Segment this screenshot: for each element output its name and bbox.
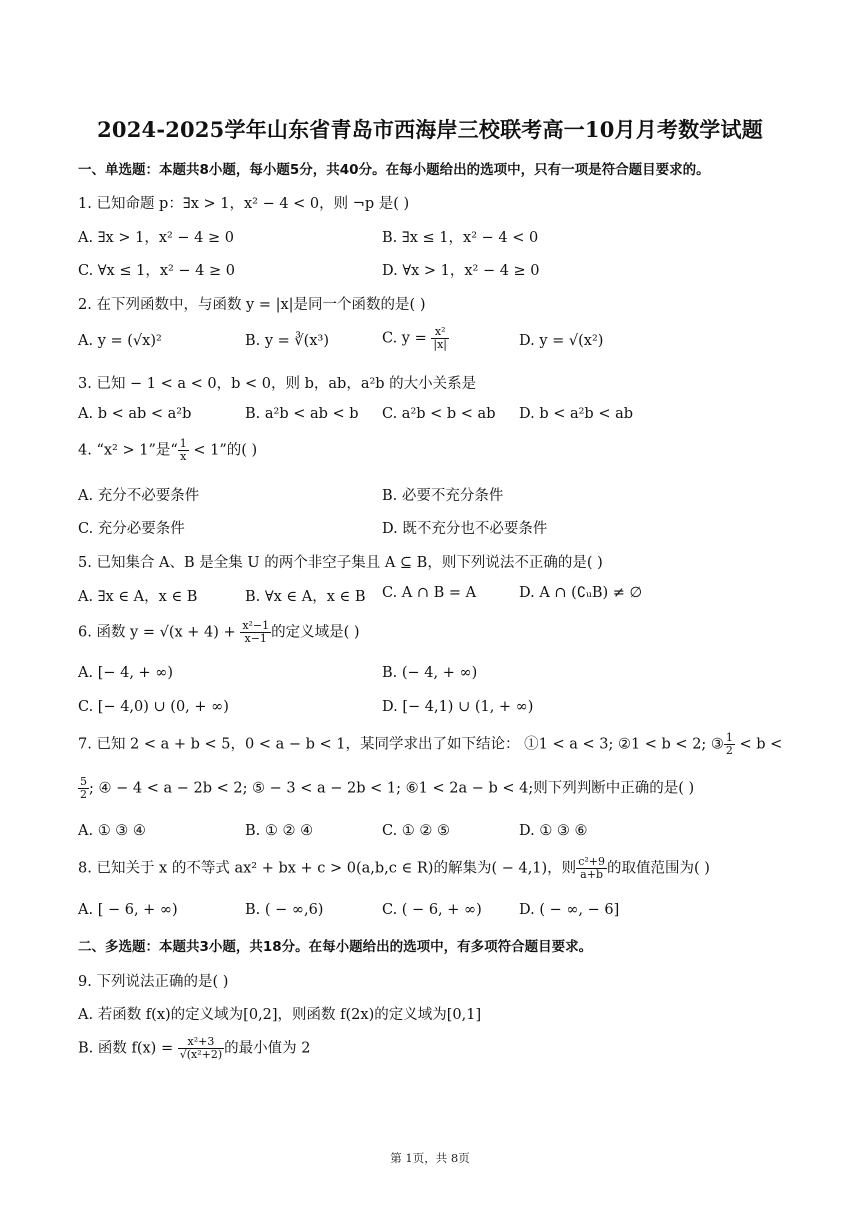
fraction-denominator: √(x²+2) bbox=[179, 1048, 223, 1062]
q5-option-b: B. ∀x ∈ A，x ∈ B bbox=[245, 589, 366, 605]
q8-stem-fraction bbox=[576, 856, 607, 881]
q6-option-b: B. (− 4, + ∞) bbox=[382, 665, 478, 681]
question-8-stem bbox=[78, 856, 798, 881]
q8-stem-suffix: 的取值范围为( ) bbox=[606, 860, 710, 877]
q6-stem-prefix: 6. 函数 y = √(x + 4) + bbox=[78, 624, 241, 641]
page-title: 2024-2025学年山东省青岛市西海岸三校联考高一10月月考数学试题 bbox=[97, 117, 763, 142]
fraction-denominator: |x| bbox=[433, 338, 447, 352]
q3-option-a: A. b < ab < a²b bbox=[78, 406, 192, 422]
q9-option-b-suffix: 的最小值为 2 bbox=[224, 1040, 311, 1057]
q1-option-c: C. ∀x ≤ 1，x² − 4 ≥ 0 bbox=[78, 263, 235, 279]
fraction-numerator: c²+9 bbox=[578, 855, 605, 868]
q4-option-b: B. 必要不充分条件 bbox=[382, 488, 504, 504]
q8-option-a: A. [ − 6, + ∞) bbox=[78, 902, 178, 918]
fraction-denominator: 2 bbox=[80, 788, 87, 802]
q1-option-d: D. ∀x > 1，x² − 4 ≥ 0 bbox=[382, 263, 540, 279]
question-5-stem: 5. 已知集合 A、B 是全集 U 的两个非空子集且 A ⊆ B，则下列说法不正确的是( ) bbox=[78, 555, 603, 571]
q8-option-b: B. ( − ∞,6) bbox=[245, 902, 324, 918]
q8-option-c: C. ( − 6, + ∞) bbox=[382, 902, 482, 918]
q1-option-b: B. ∃x ≤ 1，x² − 4 < 0 bbox=[382, 230, 539, 246]
fraction-numerator: 5 bbox=[80, 775, 87, 788]
fraction-numerator: x² bbox=[431, 326, 449, 339]
question-7-line-2 bbox=[78, 776, 798, 801]
question-3-stem: 3. 已知 − 1 < a < 0，b < 0，则 b，ab，a²b 的大小关系是 bbox=[78, 376, 477, 392]
q8-stem-prefix: 8. 已知关于 x 的不等式 ax² + bx + c > 0(a,b,c ∈ R)的解集为( − 4,1)，则 bbox=[78, 860, 577, 877]
q4-stem-suffix: < 1”的( ) bbox=[188, 442, 258, 459]
q4-option-c: C. 充分必要条件 bbox=[78, 521, 185, 537]
q7-line1-prefix: 7. 已知 2 < a + b < 5，0 < a − b < 1，某同学求出了如下结论： ①1 < a < 3; ②1 < b < 2; ③ bbox=[78, 736, 724, 753]
q2-option-a: A. y = (√x)² bbox=[78, 333, 162, 349]
question-2-stem: 2. 在下列函数中，与函数 y = |x|是同一个函数的是( ) bbox=[78, 297, 426, 313]
section-1-header: 一、单选题：本题共8小题，每小题5分，共40分。在每小题给出的选项中，只有一项是符合题目要求的。 bbox=[78, 162, 710, 178]
q2-option-c-prefix: C. y = bbox=[382, 330, 432, 347]
fraction-denominator: x bbox=[180, 450, 187, 464]
q2-option-b: B. y = ∛(x³) bbox=[245, 333, 329, 349]
q4-stem-fraction bbox=[178, 438, 189, 463]
q6-stem-fraction bbox=[240, 620, 271, 645]
q7-line2-suffix: ; ④ − 4 < a − 2b < 2; ⑤ − 3 < a − 2b < 1; ⑥1 < 2a − b < 4;则下列判断中正确的是( ) bbox=[89, 780, 695, 797]
question-6-stem bbox=[78, 620, 798, 645]
q8-option-d: D. ( − ∞, − 6] bbox=[519, 902, 620, 918]
q5-option-a: A. ∃x ∈ A，x ∈ B bbox=[78, 589, 198, 605]
q9-option-a: A. 若函数 f(x)的定义域为[0,2]，则函数 f(2x)的定义域为[0,1] bbox=[78, 1007, 482, 1023]
q6-option-d: D. [− 4,1) ∪ (1, + ∞) bbox=[382, 699, 534, 715]
q9-option-b-prefix: B. 函数 f(x) = bbox=[78, 1040, 178, 1057]
q4-stem-prefix: 4. “x² > 1”是“ bbox=[78, 442, 178, 459]
fraction-denominator: 2 bbox=[725, 744, 733, 758]
fraction-numerator: 1 bbox=[179, 437, 187, 450]
fraction-denominator: a+b bbox=[580, 868, 603, 882]
q7-line2-fraction bbox=[78, 776, 89, 801]
q7-option-a: A. ① ③ ④ bbox=[78, 823, 146, 839]
q6-stem-suffix: 的定义域是( ) bbox=[271, 624, 360, 641]
question-4-stem bbox=[78, 438, 798, 463]
q9-option-b-fraction bbox=[178, 1036, 224, 1061]
q6-option-c: C. [− 4,0) ∪ (0, + ∞) bbox=[78, 699, 229, 715]
q7-line1-fraction bbox=[724, 732, 735, 757]
q7-option-b: B. ① ② ④ bbox=[245, 823, 314, 839]
fraction-denominator: x−1 bbox=[244, 632, 267, 646]
q5-option-c: C. A ∩ B = A bbox=[382, 585, 477, 601]
q4-option-a: A. 充分不必要条件 bbox=[78, 488, 200, 504]
section-2-header: 二、多选题：本题共3小题，共18分。在每小题给出的选项中，有多项符合题目要求。 bbox=[78, 939, 593, 955]
q7-option-c: C. ① ② ⑤ bbox=[382, 823, 451, 839]
q2-option-c bbox=[382, 326, 449, 351]
q7-option-d: D. ① ③ ⑥ bbox=[519, 823, 588, 839]
question-9-stem: 9. 下列说法正确的是( ) bbox=[78, 974, 229, 990]
q3-option-d: D. b < a²b < ab bbox=[519, 406, 634, 422]
q2-option-c-fraction bbox=[431, 326, 449, 351]
q1-option-a: A. ∃x > 1，x² − 4 ≥ 0 bbox=[78, 230, 235, 246]
fraction-numerator: 1 bbox=[725, 731, 733, 744]
page-footer: 第 1页，共 8页 bbox=[390, 1151, 470, 1165]
q2-option-d: D. y = √(x²) bbox=[519, 333, 604, 349]
fraction-numerator: x²+3 bbox=[178, 1036, 224, 1049]
q9-option-b bbox=[78, 1036, 310, 1061]
question-7-line-1 bbox=[78, 732, 798, 757]
q4-option-d: D. 既不充分也不必要条件 bbox=[382, 521, 548, 537]
question-1-stem: 1. 已知命题 p：∃x > 1，x² − 4 < 0，则 ¬p 是( ) bbox=[78, 196, 410, 212]
q3-option-c: C. a²b < b < ab bbox=[382, 406, 496, 422]
q6-option-a: A. [− 4, + ∞) bbox=[78, 665, 174, 681]
q7-line1-suffix: < b < bbox=[734, 736, 783, 753]
q3-option-b: B. a²b < ab < b bbox=[245, 406, 359, 422]
q5-option-d: D. A ∩ (∁ᵤB) ≠ ∅ bbox=[519, 585, 643, 601]
fraction-numerator: x²−1 bbox=[242, 619, 270, 632]
